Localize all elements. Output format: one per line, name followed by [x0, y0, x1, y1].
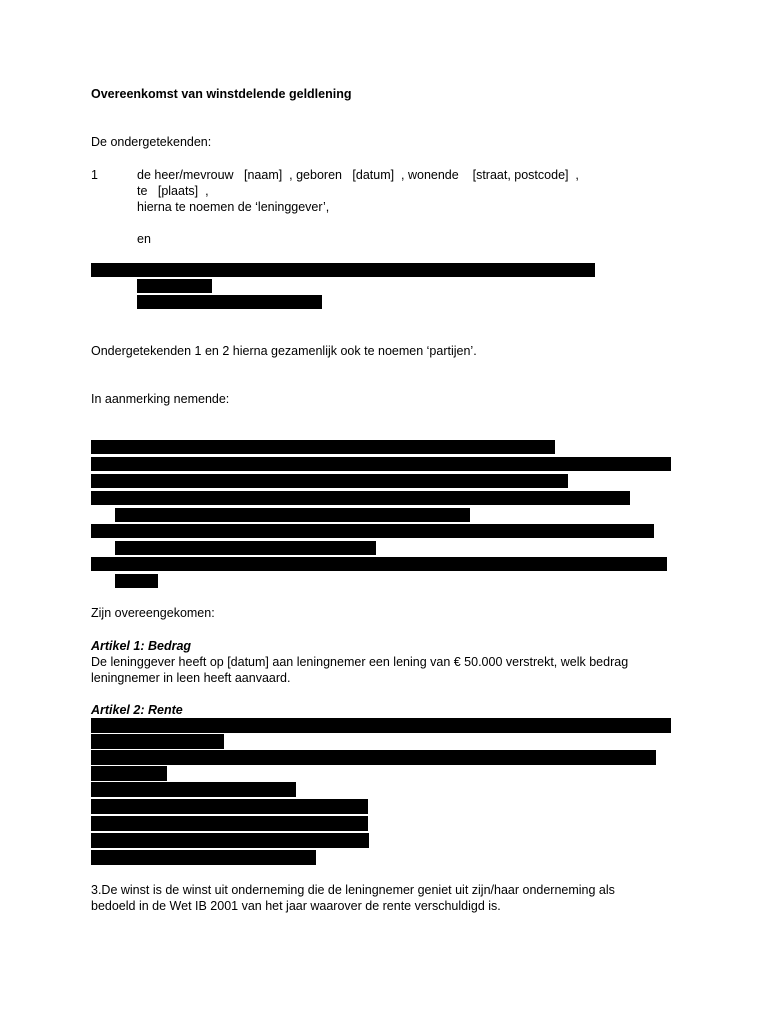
article-1-line-2: leningnemer in leen heeft aanvaard.	[91, 671, 291, 685]
redaction-bar	[137, 279, 212, 293]
redaction-bar	[91, 766, 167, 781]
redaction-bar	[91, 816, 368, 831]
redaction-bar	[115, 574, 158, 588]
signatories-intro: De ondergetekenden:	[91, 135, 212, 149]
considering-heading: In aanmerking nemende:	[91, 392, 230, 406]
redaction-bar	[91, 734, 224, 749]
redaction-bar	[91, 850, 316, 865]
redaction-bar	[137, 295, 322, 309]
redaction-bar	[91, 557, 667, 571]
redaction-bar	[91, 474, 568, 488]
redaction-bar	[91, 457, 671, 471]
redaction-bar	[91, 440, 555, 454]
redaction-bar	[115, 508, 470, 522]
redaction-bar	[91, 718, 671, 733]
redaction-bar	[91, 833, 369, 848]
redaction-bar	[115, 541, 376, 555]
party-1-number: 1	[91, 168, 98, 182]
article-2-heading: Artikel 2: Rente	[91, 703, 183, 717]
document-title: Overeenkomst van winstdelende geldlening	[91, 87, 352, 101]
article-1-heading: Artikel 1: Bedrag	[91, 639, 192, 653]
redaction-bar	[91, 750, 656, 765]
article-2-clause-3-line-1: 3.De winst is de winst uit onderneming die de leningnemer geniet uit zijn/haar onderneming als	[91, 883, 615, 897]
article-1-line-1: De leninggever heeft op [datum] aan leningnemer een lening van € 50.000 verstrekt, welk bedrag	[91, 655, 629, 669]
redaction-bar	[91, 263, 595, 277]
party-1-line-3: hierna te noemen de ‘leninggever’,	[137, 200, 330, 214]
agreed-heading: Zijn overeengekomen:	[91, 606, 215, 620]
redaction-bar	[91, 782, 296, 797]
party-connector: en	[137, 232, 151, 246]
party-1-line-1: de heer/mevrouw [naam] , geboren [datum] , wonende [straat, postcode] ,	[137, 168, 579, 182]
redaction-bar	[91, 799, 368, 814]
parties-sentence: Ondergetekenden 1 en 2 hierna gezamenlijk ook te noemen ‘partijen’.	[91, 344, 477, 358]
redaction-bar	[91, 491, 630, 505]
party-1-line-2: te [plaats] ,	[137, 184, 209, 198]
article-2-clause-3-line-2: bedoeld in de Wet IB 2001 van het jaar waarover de rente verschuldigd is.	[91, 899, 501, 913]
redaction-bar	[91, 524, 654, 538]
